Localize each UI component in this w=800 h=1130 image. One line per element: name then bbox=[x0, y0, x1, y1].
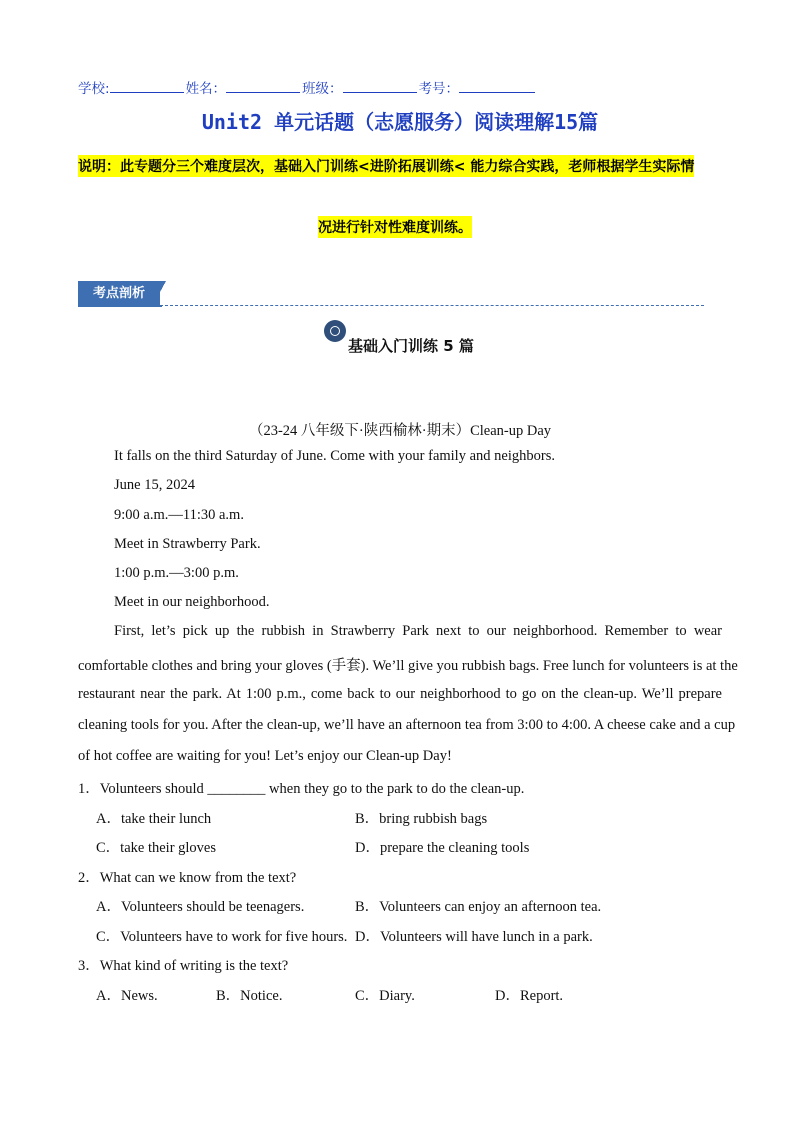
name-blank[interactable] bbox=[226, 80, 300, 93]
q1-option-d[interactable]: D．prepare the cleaning tools bbox=[355, 840, 530, 856]
note-line-1: 说明：此专题分三个难度层次，基础入门训练<进阶拓展训练< 能力综合实践，老师根据学生实际情 bbox=[78, 155, 694, 177]
name-label: 姓名： bbox=[185, 81, 227, 97]
school-blank[interactable] bbox=[110, 80, 184, 93]
note-line-2: 况进行针对性难度训练。 bbox=[318, 216, 472, 238]
paragraph-line: cleaning tools for you. After the clean-up, we’ll have an afternoon tea from 3:00 to 4:00. A cheese cake and a cup bbox=[78, 717, 736, 733]
q1-option-a[interactable]: A．take their lunch bbox=[96, 811, 212, 827]
student-info-line bbox=[78, 77, 537, 97]
passage-line: Meet in Strawberry Park. bbox=[114, 536, 261, 552]
paragraph-line: of hot coffee are waiting for you! Let’s enjoy our Clean-up Day! bbox=[78, 748, 452, 764]
q3-option-d[interactable]: D．Report. bbox=[495, 988, 564, 1004]
page-title: Unit2 单元话题（志愿服务）阅读理解15篇 bbox=[201, 110, 599, 134]
section-badge-icon bbox=[324, 320, 346, 342]
passage-source: （23-24 八年级下·陕西榆林·期末）Clean-up Day bbox=[248, 423, 552, 439]
q3-option-b[interactable]: B．Notice. bbox=[216, 988, 283, 1004]
question-2-stem: 2．What can we know from the text? bbox=[78, 870, 297, 886]
paragraph-line: comfortable clothes and bring your gloves (手套). We’ll give you rubbish bags. Free lunch for volunteers is at the bbox=[78, 658, 738, 674]
school-label: 学校: bbox=[78, 81, 110, 97]
passage-line: 9:00 a.m.—11:30 a.m. bbox=[114, 507, 244, 523]
passage-line: Meet in our neighborhood. bbox=[114, 594, 270, 610]
class-blank[interactable] bbox=[343, 80, 417, 93]
q2-option-b[interactable]: B．Volunteers can enjoy an afternoon tea. bbox=[355, 899, 602, 915]
paragraph-line: First, let’s pick up the rubbish in Strawberry Park next to our neighborhood. Remember to wear bbox=[114, 623, 722, 639]
q3-option-c[interactable]: C．Diary. bbox=[355, 988, 415, 1004]
q1-option-b[interactable]: B．bring rubbish bags bbox=[355, 811, 488, 827]
q2-option-d[interactable]: D．Volunteers will have lunch in a park. bbox=[355, 929, 593, 945]
q2-option-c[interactable]: C．Volunteers have to work for five hours. bbox=[96, 929, 348, 945]
section-title: 基础入门训练 5 篇 bbox=[348, 337, 474, 355]
q1-option-c[interactable]: C．take their gloves bbox=[96, 840, 217, 856]
exam-label: 考号： bbox=[418, 81, 460, 97]
section-tag: 考点剖析 bbox=[78, 281, 160, 307]
passage-line: June 15, 2024 bbox=[114, 477, 195, 493]
paragraph-line: restaurant near the park. At 1:00 p.m., come back to our neighborhood to go on the clean-up. We’ll prepare bbox=[78, 686, 722, 702]
q2-option-a[interactable]: A．Volunteers should be teenagers. bbox=[96, 899, 305, 915]
question-3-stem: 3．What kind of writing is the text? bbox=[78, 958, 289, 974]
q3-option-a[interactable]: A．News. bbox=[96, 988, 158, 1004]
section-tag-corner bbox=[152, 281, 166, 307]
passage-line: It falls on the third Saturday of June. Come with your family and neighbors. bbox=[114, 448, 555, 464]
question-1-stem: 1．Volunteers should ________ when they go to the park to do the clean-up. bbox=[78, 781, 525, 797]
passage-line: 1:00 p.m.—3:00 p.m. bbox=[114, 565, 239, 581]
section-tag-underline bbox=[78, 305, 162, 307]
exam-number-blank[interactable] bbox=[459, 80, 535, 93]
section-divider bbox=[160, 305, 704, 306]
class-label: 班级： bbox=[302, 81, 343, 97]
